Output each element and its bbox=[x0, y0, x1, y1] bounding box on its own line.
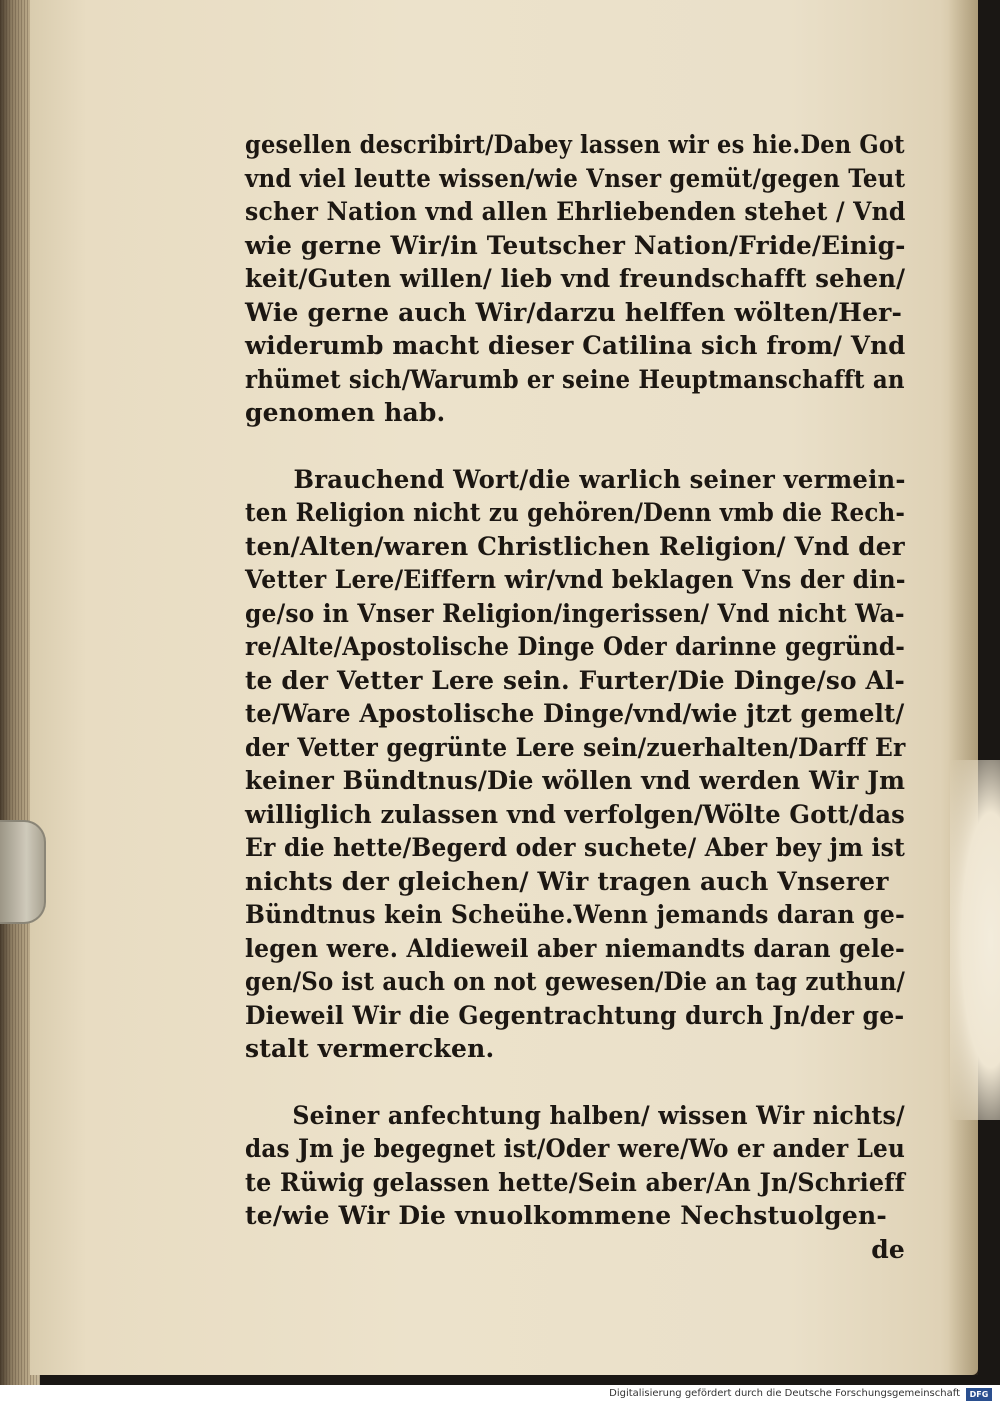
text-line: Wie gerne auch Wir/darzu helffen wölten/Her- bbox=[245, 297, 903, 327]
text-line: ten Religion nicht zu gehören/Denn vmb die Rech- bbox=[245, 498, 906, 527]
text-line: te der Vetter Lere sein. Furter/Die Dinge/so Al- bbox=[245, 665, 906, 695]
paragraph-3 bbox=[245, 1099, 905, 1267]
text-line: ge/so in Vnser Religion/ingerissen/ Vnd nicht Wa- bbox=[245, 598, 905, 628]
text-line: Dieweil Wir die Gegentrachtung durch Jn/der ge- bbox=[245, 1000, 905, 1030]
text-line: widerumb macht dieser Catilina sich from/ Vnd bbox=[245, 331, 906, 360]
text-line: gen/So ist auch on not gewesen/Die an tag zuthun/ bbox=[245, 967, 906, 996]
text-line: te/Ware Apostolische Dinge/vnd/wie jtzt gemelt/ bbox=[245, 699, 905, 728]
text-line: Bündtnus kein Scheühe.Wenn jemands daran ge- bbox=[245, 900, 905, 929]
text-line: vnd viel leutte wissen/wie Vnser gemüt/gegen Teut bbox=[245, 163, 906, 193]
text-line: williglich zulassen vnd verfolgen/Wölte Gott/das bbox=[245, 799, 905, 829]
text-line: genomen hab. bbox=[245, 398, 446, 427]
text-line: gesellen describirt/Dabey lassen wir es hie.Den Got bbox=[245, 130, 905, 159]
text-line: ten/Alten/waren Christlichen Religion/ Vnd der bbox=[245, 531, 905, 561]
text-line: te Rüwig gelassen hette/Sein aber/An Jn/Schrieff bbox=[245, 1167, 906, 1197]
footer-bar bbox=[0, 1385, 1000, 1405]
text-line: te/wie Wir Die vnuolkommene Nechstuolgen- bbox=[245, 1201, 887, 1230]
text-line: keiner Bündtnus/Die wöllen vnd werden Wir Jm bbox=[245, 766, 906, 795]
paragraph-1 bbox=[245, 128, 905, 430]
text-line: wie gerne Wir/in Teutscher Nation/Fride/Einig- bbox=[245, 230, 906, 260]
text-line: das Jm je begegnet ist/Oder were/Wo er ander Leu bbox=[245, 1134, 905, 1163]
text-line: stalt vermercken. bbox=[245, 1034, 495, 1063]
text-line: Seiner anfechtung halben/ wissen Wir nichts/ bbox=[292, 1100, 905, 1130]
paragraph-2 bbox=[245, 463, 905, 1066]
text-line: nichts der gleichen/ Wir tragen auch Vnserer bbox=[245, 866, 889, 896]
text-line: scher Nation vnd allen Ehrliebenden stehet / Vnd bbox=[245, 197, 906, 226]
text-line: legen were. Aldieweil aber niemandts daran gele- bbox=[245, 933, 905, 963]
text-line: rhümet sich/Warumb er seine Heuptmanschafft an bbox=[245, 364, 905, 394]
footer-credit: Digitalisierung gefördert durch die Deutsche Forschungsgemeinschaft bbox=[609, 1388, 960, 1399]
text-line: Er die hette/Begerd oder suchete/ Aber bey jm ist bbox=[245, 833, 906, 862]
text-line: Brauchend Wort/die warlich seiner vermein- bbox=[293, 464, 906, 494]
text-line: re/Alte/Apostolische Dinge Oder darinne gegründ- bbox=[245, 632, 905, 661]
book-clasp bbox=[0, 820, 46, 924]
text-line: der Vetter gegrünte Lere sein/zuerhalten/Darff Er bbox=[245, 732, 906, 762]
paper-stain bbox=[950, 760, 1000, 1120]
text-line: keit/Guten willen/ lieb vnd freundschafft sehen/ bbox=[245, 264, 906, 293]
text-line: Vetter Lere/Eiffern wir/vnd beklagen Vns der din- bbox=[245, 565, 906, 594]
dfg-logo-icon: DFG bbox=[966, 1388, 992, 1401]
body-text bbox=[245, 128, 905, 1266]
catchword: de bbox=[871, 1234, 905, 1264]
